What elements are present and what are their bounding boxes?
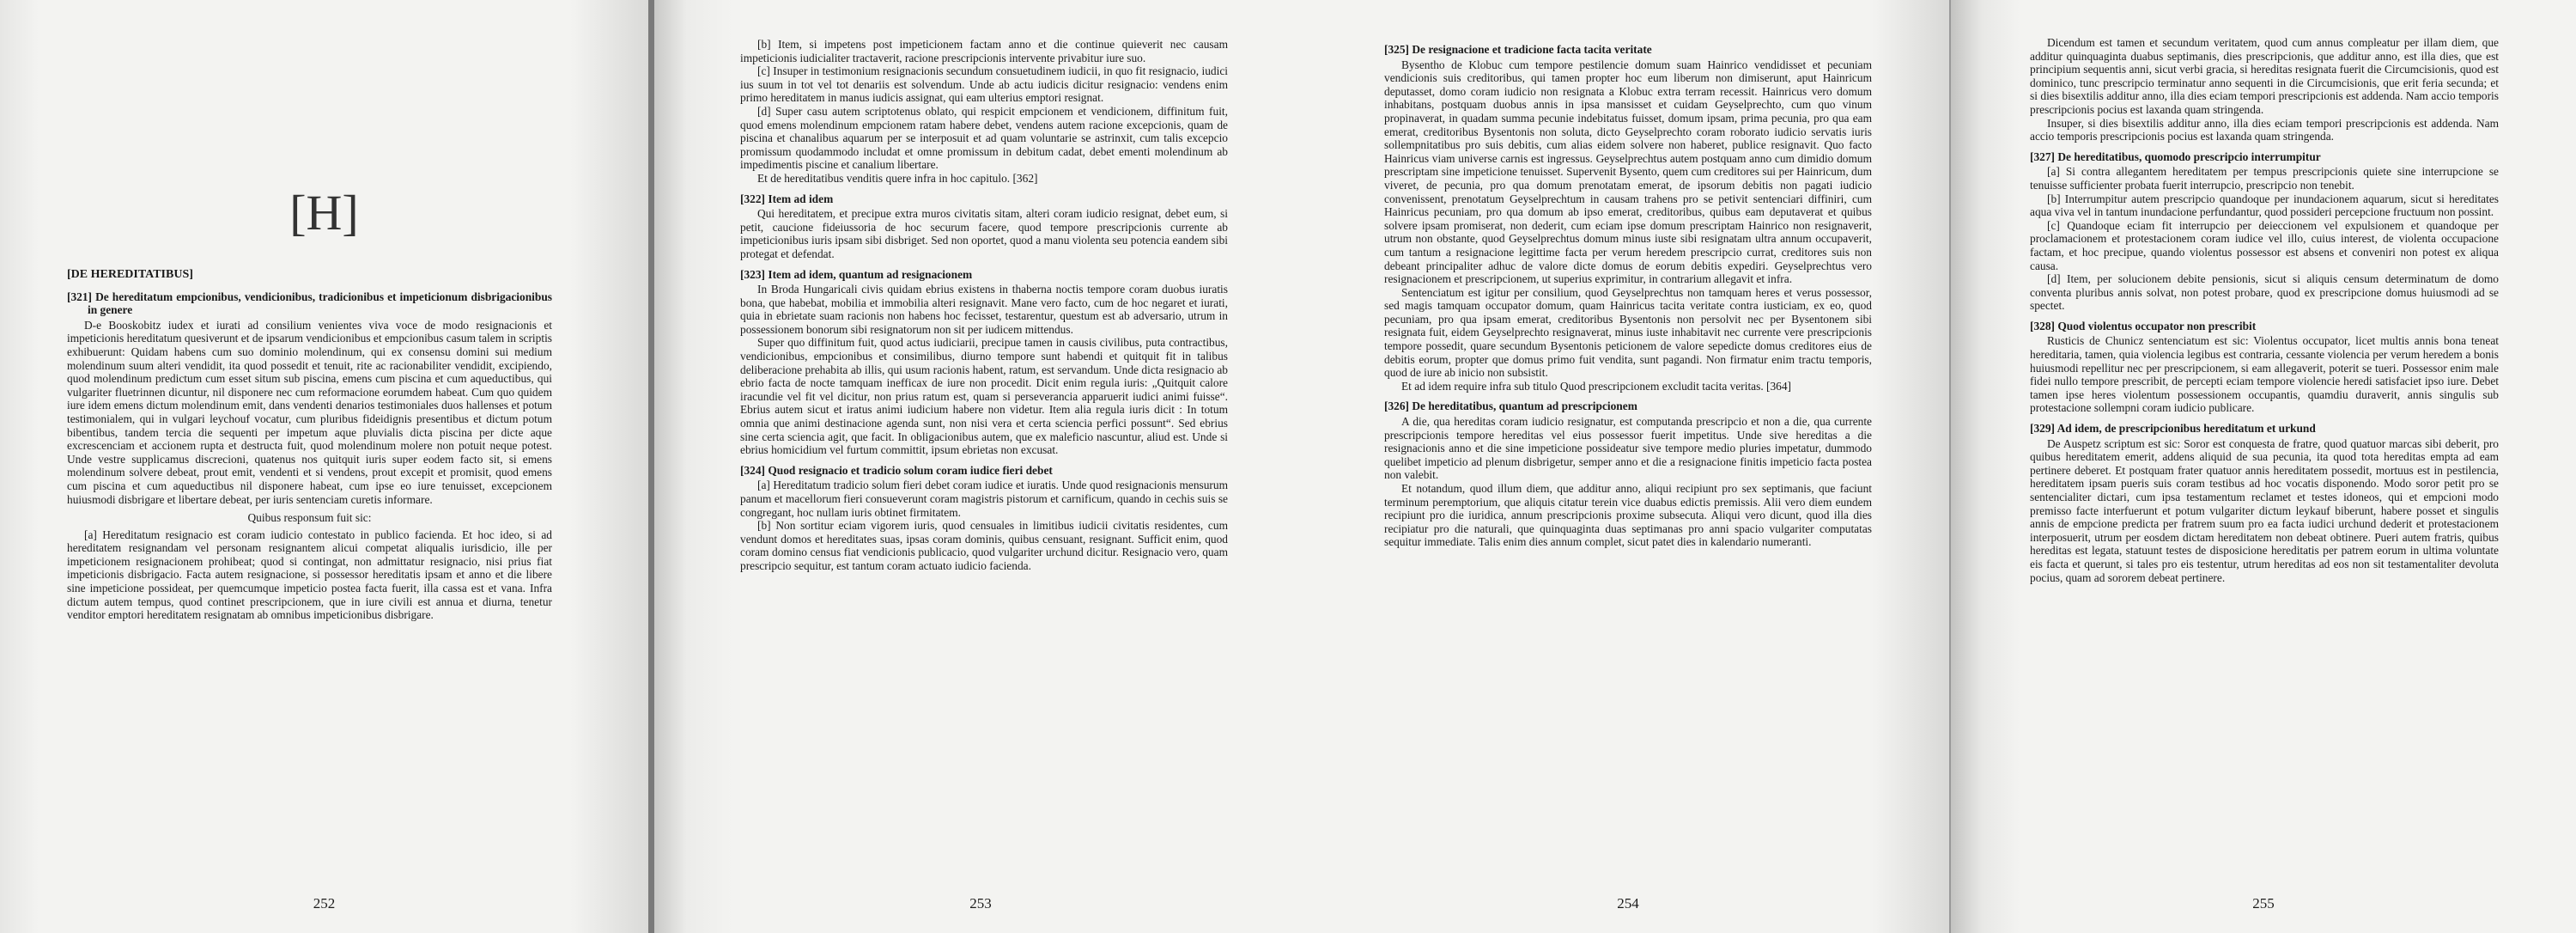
- part-title: [DE HEREDITATIBUS]: [67, 268, 193, 281]
- paragraph: Bysentho de Klobuc cum tempore pestilencie domum suam Hainrico vendidisset et pecuniam vendicionis suis creditoribus, qui tamen propter hoc eum liberum non dimiserunt, aput Hainricum deputasset, domo coram iudicio non resignata a Klobuc extra terram recessit. Hainricus vero domum inhabitans, postquam duobus annis in ipsa mansisset et cuidam Geyselprechto, cum quo vinum propinaverat, in quadam summa pecunie indebitatus fuisset, domum ipsam, prima pecunia, pro qua eam emerat, creditoribus Bysentonis non soluta, dicto Geyselprechto coram roborato iudicio servatis iuris sollempnitatibus pro suis debitis, cum alias eidem solvere non haberet, publice resignavit. Quo facto Hainricus viam universe carnis est ingressus. Geyselprechtus autem postquam anno cum dimidio domum prescriptam sine impeticione tenuisset. Supervenit Bysento, quem cum creditores sui per Hainricum, dum viveret, de pecunia, pro qua domum prenotatam emerat, de ipsorum debitis non pagati iudicio convenissent, prenotatum Geyselprechtum in causam trahens pro se petivit sentenciari diffiniri, cum Hainricus pecuniam, pro qua domum ab ipso emerat, creditoribus, quibus eam deputaverat et quibus solvere ipsam promiserat, non dederit, cum eciam ipse domum prescriptam Hainrico non resignaverit, utrum non obstante, quod Geyselprechtus domum minus iuste sibi resignatam ultra annum occupaverit, cum tantum a resignacione legittime facta per verum heredem prescripcio currat, creditores suis non debeant principaliter adhuc de valore dicte domus de eorum debitis expediri. Geyselprechtus vero resignacionem et prescripcionem, ut superius exprimitur, in contrarium allegavit et infra.: [1384, 58, 1872, 286]
- paragraph: [a] Si contra allegantem hereditatem per tempus prescripcionis quiete sine interrupcione se tenuisse sufficienter probata fuerit interrupcio, prescripcio non tenebit.: [2030, 165, 2499, 192]
- paragraph: [c] Insuper in testimonium resignacionis secundum consuetudinem iudicii, in quo fit resignacio, iudici ius suum in tot vel tot denariis est solvendum. Unde ab actu iudicis dicitur resignacio: vendens enim primo hereditatem in manus iudicis assignat, qui eam ulterius emptori resignat.: [740, 64, 1228, 105]
- section-heading: [329] Ad idem, de prescripcionibus hereditatum et urkund: [2030, 422, 2316, 436]
- paragraph: [d] Item, per solucionem debite pensionis, sicut si aliquis censum determinatum de domo conventa pluribus annis solvat, non potest probare, quod ex prescripcione domus huiusmodi ad se spectet.: [2030, 272, 2499, 313]
- section-letter: [H]: [289, 185, 359, 241]
- paragraph: [c] Quandoque eciam fit interrupcio per deieccionem vel expulsionem et quandoque per proclamacionem et protestacionem coram iudice vel illo, cuius interest, de violenta occupacione factam, et hoc precipue, quando violentus possessor est absens et conveniri non potest ex aliqua causa.: [2030, 218, 2499, 272]
- page-number: 253: [969, 895, 992, 912]
- paragraph: Et ad idem require infra sub titulo Quod prescripcionem excludit tacita veritas. [364]: [1401, 379, 1792, 393]
- page-number: 254: [1617, 895, 1639, 912]
- section-heading: [325] De resignacione et tradicione facta tacita veritate: [1384, 43, 1652, 56]
- paragraph: Dicendum est tamen et secundum veritatem, quod cum annus compleatur per illam diem, que additur quinquaginta duabus septimanis, dies prescripcionis, que additur anno, est illa dies, que est principium sequentis anni, sicut verbi gracia, si hereditas resignata fuerit die Circumcisionis, quod est dominico, tunc prescripcio terminatur anno sequenti in die Circumcisionis, que erit feria secunda; et si dies bisextilis additur anno, illa dies eciam tempori prescripcionis est addenda. Nam accio temporis prescripcionis pocius est laxanda quam stringenda.: [2030, 36, 2499, 116]
- page-252: [0, 0, 648, 933]
- section-heading-321: [321] De hereditatum empcionibus, vendicionibus, tradicionibus et impeticionum disbrigacionibus in genere: [67, 290, 552, 317]
- page-number: 255: [2252, 895, 2275, 912]
- page-253: [654, 0, 1307, 933]
- paragraph: Insuper, si dies bisextilis additur anno, illa dies eciam tempori prescripcionis est addenda. Nam accio temporis prescripcionis pocius est laxanda quam stringenda.: [2030, 116, 2499, 143]
- page-254: [1307, 0, 1949, 933]
- page-254-content: [1384, 36, 1872, 549]
- section-heading: [328] Quod violentus occupator non prescribit: [2030, 319, 2257, 332]
- paragraph: [b] Item, si impetens post impeticionem factam anno et die continue quieverit nec causam impeticionis iudicialiter tractaverit, racione prescripcionis intervente privabitur iure suo.: [740, 38, 1228, 64]
- page-255-content: [2030, 36, 2499, 584]
- page-253-content: [740, 38, 1228, 573]
- paragraph: [a] Hereditatum resignacio est coram iudicio contestato in publico facienda. Et hoc ideo, si ad hereditatem resignandam vel personam resignantem alicui competat aliqualis iurisdicio, ille per impeticionem resignacionem prohibeat; quod si contingat, non admittatur resignacio, nisi prius fiat impeticionis disbrigacio. Facta autem resignacione, si possessor hereditatis ipsam et anno et die libere sine impeticione possideat, per quemcumque impeticio postea facta fuerit, illa cassa est et vana. Infra dictum autem tempus, quod continet prescripcionem, que in iure civili est annua et diurna, tenetur venditor emptori hereditatem resignatam ab omnibus impeticionibus disbrigare.: [67, 527, 552, 622]
- paragraph: Super quo diffinitum fuit, quod actus iudiciarii, precipue tamen in causis civilibus, puta contractibus, vendicionibus, empcionibus et consimilibus, diurno tempore sunt habendi et quitquit fit in talibus deliberacione prehabita ab illis, qui usum racionis habent, ratum, est servandum. Unde dicta resignacio ab ebrio facta de nocte tamquam inefficax de iure non procedit. Dicit enim regula iuris: „Quitquit calore iracundie vel fit vel dicitur, non prius ratum est, quam si perseverancia apparuerit iudici animi fuisse“. Ebrius autem sicut et iratus animi iudicium habere non videtur. Item alia regula iuris dicit : In totum omnia que animi destinacione agenda sunt, non nisi vera et certa sciencia perfici possunt“. Sed ebrius sine certa sciencia agit, que facit. In obligacionibus autem, que ex maleficio nascuntur, aliud est. Unde si ebrius homicidium vel furtum committit, ipsum ebrietas non excusat.: [740, 336, 1228, 457]
- paragraph: [d] Super casu autem scriptotenus oblato, qui respicit empcionem et vendicionem, diffinitum fuit, quod emens molendinum empcionem ratam habere debet, vendens autem racione excepcionis, quam de piscina et chanalibus aquarum per se interposuit et ad quam voluntarie se astrinxit, cum talis excepcio promissum quodammodo includat et omne promissum in debitum cadat, debet ementi molendinum ab impedimentis piscine et canalium libertare.: [740, 104, 1228, 172]
- section-heading: [327] De hereditatibus, quomodo prescripcio interrumpitur: [2030, 149, 2321, 163]
- paragraph: A die, qua hereditas coram iudicio resignatur, est computanda prescripcio et non a die, qua currente prescripcionis tempore hereditas vel eius possessor fuerit impetitus. Unde sive hereditas a die resignacionis anno et die sine impeticione possideatur sive tempore medio pluries impetatur, dummodo quelibet impeticio ad plenum disbrigetur, semper anno et die a resignacione finitis impeticio facta postea non valebit.: [1384, 415, 1872, 482]
- section-heading: [324] Quod resignacio et tradicio solum coram iudice fieri debet: [740, 463, 1053, 477]
- paragraph: Qui hereditatem, et precipue extra muros civitatis sitam, alteri coram iudicio resignat, debet eum, si petit, caucione fideiussoria de hoc securum facere, quod tempore prescripcionis currente ab impeticionibus iuris ipsam sibi disbriget. Sed non oportet, quod a manu violenta seu potencia eandem sibi protegat et defendat.: [740, 207, 1228, 260]
- paragraph: [a] Hereditatum tradicio solum fieri debet coram iudice et iuratis. Unde quod resignacionis mensurum panum et macellorum fieri consueverunt coram magistris pistorum et carnificum, quando in cechis suis se congregant, hoc nullam iuris obtinet firmitatem.: [740, 479, 1228, 519]
- paragraph: Et notandum, quod illum diem, que additur anno, aliqui recipiunt pro sex septimanis, que faciunt terminum peremptorium, que aliquis citatur terein vice duabus edictis premissis. Alii vero diem eundem recipiunt pro die iuridica, annum prescripcionis proxime subsecuta. Aliqui vero dicunt, quod illa dies recipiatur pro die naturali, que quinquaginta duas septimanas pro anni spacio vulgariter computatas sequitur immediate. Talis enim dies annum complet, sicut patet dies in kalendario numeranti.: [1384, 482, 1872, 549]
- page-number: 252: [313, 895, 336, 912]
- paragraph: De Auspetz scriptum est sic: Soror est conquesta de fratre, quod quatuor marcas sibi deberit, pro quibus hereditatem emerit, addens aliquid de sua pecunia, ita quod tota hereditas empta ad eam pertinere deberet. Et postquam frater quatuor annis hereditatem possedit, mortuus est in pestilencia, hereditatem ipsam pueris suis coram testibus ad hoc vocatis disponendo. Modo soror petit pro se sentencialiter dictari, cum ipsa testamentum reclamet et testes idoneos, qui et empcioni modo premisso facte interfuerunt et potum vulgariter dictum leykauf biberunt, habere posset et singulis annis de empcione predicta per fratrem suum pro ea facta iudici urchund dederit et protestacionem interposuerit, utrum per eosdem dictam hereditatem non debeat obtinere. Pueri autem fratris, quibus hereditas est legata, statuunt testes de disposicione hereditatis per patrem eorum in ultima voluntate eis facta et querunt, si tales pro eis testentur, utrum hereditas ad eos non sit testamentaliter devoluta pocius, quam ad sororem debeat pertinere.: [2030, 436, 2499, 584]
- paragraph: [b] Interrumpitur autem prescripcio quandoque per inundacionem aquarum, sicut si hereditates aqua viva vel in tantum inundacione perfundantur, quod possideri percepcione fructuum non possint.: [2030, 192, 2499, 219]
- section-heading: [322] Item ad idem: [740, 192, 834, 205]
- paragraph: [b] Non sortitur eciam vigorem iuris, quod censuales in limitibus iudicii civitatis residentes, cum vendunt domos et hereditates suas, ipsas coram dominis, quibus censuant, resignant. Sufficit enim, quod coram domino census fiat vendicionis publicacio, quod vulgariter urchund dicitur. Resignacio vero, quam prescripcio sequitur, est tantum coram actuato iudicio facienda.: [740, 519, 1228, 572]
- response-line: Quibus responsum fuit sic:: [247, 511, 372, 525]
- page-255: [1951, 0, 2576, 933]
- section-heading: [323] Item ad idem, quantum ad resignacionem: [740, 267, 973, 281]
- paragraph: Sentenciatum est igitur per consilium, quod Geyselprechtus non tamquam heres et verus possessor, sed magis tamquam occupator domum, quam Hainricus tacita veritate contra iusticiam, ex eo, quod pecuniam, pro qua ipsam emerat, creditoribus Bysentonis non persolvit nec per Bysentonem sibi resignata fuit, eidem Geyselprechto resignaverat, minus iuste inhabitavit nec currente vere prescripcionis tempore possedit, quare secundum Bysentonis peticionem de valore sepedicte domus creditores eius de debitis eorum, propter que domus primo fuit vendita, sunt pagandi. Non firmatur enim tractu temporis, quod de iure ab inicio non subsistit.: [1384, 285, 1872, 380]
- paragraph: D-e Booskobitz iudex et iurati ad consilium venientes viva voce de modo resignacionis et impeticionis hereditatum quesiverunt et de ipsarum vendicionibus et empcionibus casum talem in scriptis exhibuerunt: Quidam habens cum suo dominio molendinum, qui ex consensu domini sui medium molendinum suum alteri vendidit, ita quod possedit et tenuit, rite ac racionabiliter vendidit, excipiendo, quod molendinum predictum cum esset situm sub piscina, emens cum piscina et cum aqueductibus, qui vulgariter fluetrinnen dicuntur, nil disponere nec cum reformacione eorumdem habeat. Cum quo quidem iure idem emens dictum molendinum emit, dans vendenti denarios testimoniales duos hallenses et potum testimonialem, qui in vulgari leychouf vocatur, cum pluribus fideidignis presentibus et dictum potum bibentibus, tandem tercia die sequenti per impetum aque pluvialis dicta piscina per dicte aque excrescenciam et accionem rupta et destructa fuit, quod molendinum molere non potuit neque potest. Unde vestre supplicamus discrecioni, quatenus nos quitquit iuris super eodem facto sit, si emens molendinum solvere debeat, prout emit, vendenti et si vendens, prout excepit et promisit, quod emens cum piscina et cum aqueductibus nil disponere habeat, cum ipse eo iure tenuisset, excepcionem huiusmodi disbrigare et libertare debeat, per iuris sentenciam curetis informare.: [67, 318, 552, 506]
- page-252-content: [67, 268, 552, 622]
- paragraph: In Broda Hungaricali civis quidam ebrius existens in thaberna noctis tempore coram duobus iuratis bona, que habebat, mobilia et immobilia alteri resignavit. Mane vero facto, cum de hoc negaret et iurati, quia in ebrietate suam racionis non habens hoc fecisset, testarentur, questum est ab adversario, utrum in possessionem bonorum sibi resignatorum non sit per iudicem mittendus.: [740, 283, 1228, 336]
- paragraph: Et de hereditatibus venditis quere infra in hoc capitulo. [362]: [757, 171, 1038, 185]
- section-heading: [326] De hereditatibus, quantum ad prescripcionem: [1384, 399, 1637, 413]
- paragraph: Rusticis de Chunicz sentenciatum est sic: Violentus occupator, licet multis annis bona teneat hereditaria, tamen, quia violencia legibus est contraria, cessante violencia per verum heredem a bonis huiusmodi repellitur nec per prescripcionem, si eam allegaverit, poterit se tueri. Possessor enim male fidei nullo tempore prescribit, de percepti eciam tempore violencie heredi satisfaciet ipso iure. Debet tamen ipse heres violentum possessionem occupantis, quamdiu duraverit, annis singulis sub protestacione sollempni coram iudicio publicare.: [2030, 334, 2499, 415]
